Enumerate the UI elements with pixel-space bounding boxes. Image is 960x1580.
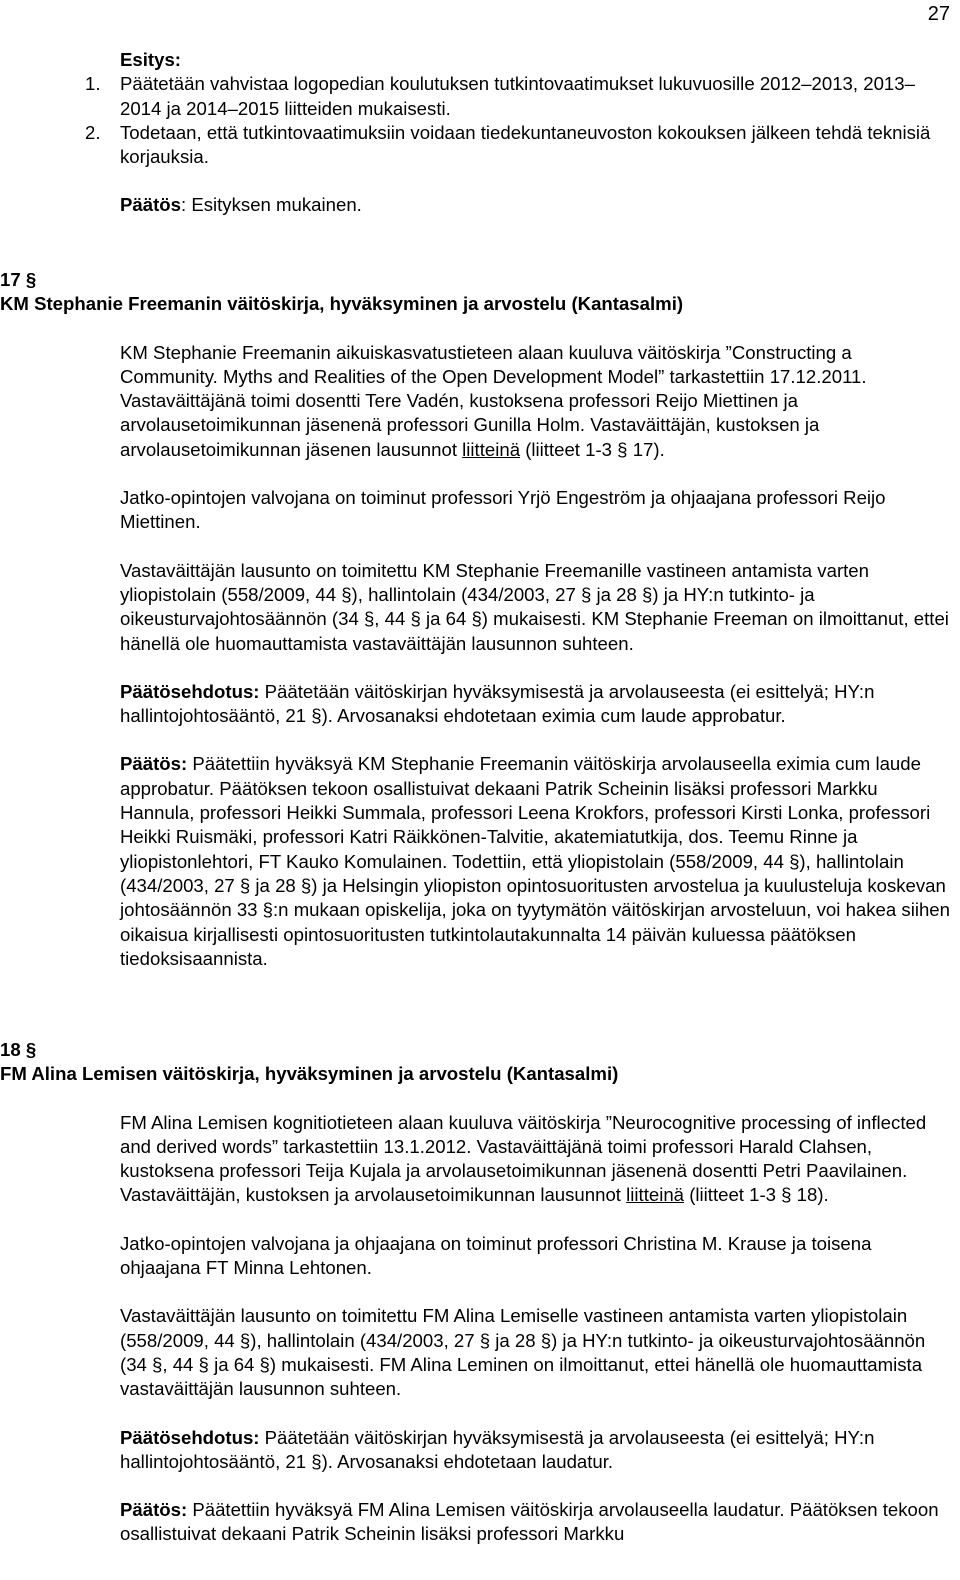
decision-text: Päätettiin hyväksyä FM Alina Lemisen väitöskirja arvolauseella laudatur. Päätöksen tekoon osallistuivat dekaani Patrik Scheinin lisäksi professori Markku — [120, 1499, 939, 1545]
list-item-text: Päätetään vahvistaa logopedian koulutuksen tutkintovaatimukset lukuvuosille 2012–2013, 2013–2014 ja 2014–2015 liitteiden mukaisesti. — [120, 73, 915, 119]
section-number: 18 § — [0, 1039, 37, 1060]
esitys-list — [45, 72, 952, 169]
list-item-number: 1. — [85, 73, 101, 95]
attachment-link[interactable]: liitteinä — [462, 438, 521, 460]
proposal-text: Päätetään väitöskirjan hyväksymisestä ja arvolauseesta (ei esittelyä; HY:n hallintojohtosääntö, 21 §). Arvosanaksi ehdotetaan eximia cum laude approbatur. — [120, 680, 875, 727]
list-item — [45, 121, 952, 170]
list-item — [45, 72, 952, 121]
decision-label: Päätös: — [120, 753, 188, 775]
paragraph: Jatko-opintojen valvojana on toiminut professori Yrjö Engeström ja ohjaajana professori Reijo Miettinen. — [120, 487, 886, 533]
section-body — [120, 1111, 952, 1547]
paragraph-text: (liitteet 1-3 § 17). — [520, 438, 665, 460]
section-title: KM Stephanie Freemanin väitöskirja, hyväksyminen ja arvostelu (Kantasalmi) — [0, 293, 684, 315]
decision-text: Päätettiin hyväksyä KM Stephanie Freemanin väitöskirja arvolauseella eximia cum laude approbatur. Päätöksen tekoon osallistuivat dekaani Patrik Scheinin lisäksi professori Markku Hannula, professori Heikki Summala, professori Leena Krokfors, professori Kirsti Lonka, professori Heikki Ruismäki, professori Katri Räikkönen-Talvitie, akatemiatutkija, dos. Teemu Rinne ja yliopistonlehtori, FT Kauko Komulainen. Todettiin, että yliopistolain (558/2009, 44 §), hallintolain (434/2003, 27 § ja 28 §) ja Helsingin yliopiston opintosuoritusten arvostelua ja kuulusteluja koskevan johtosäännön 33 §:n mukaan opiskelija, joka on tyytymätön väitöskirjan arvosteluun, voi hakea siihen oikaisua kirjallisesti opintosuoritusten tutkintolautakunnalta 14 päivän kuluessa päätöksen tiedoksisaannista. — [120, 753, 950, 969]
proposal-text: Päätetään väitöskirjan hyväksymisestä ja arvolauseesta (ei esittelyä; HY:n hallintojohtosääntö, 21 §). Arvosanaksi ehdotetaan laudatur. — [120, 1426, 875, 1472]
paragraph — [120, 341, 952, 462]
paragraph — [120, 1111, 952, 1208]
esitys-label: Esitys: — [120, 49, 181, 70]
proposal-label: Päätösehdotus: — [120, 680, 260, 702]
proposal-paragraph — [120, 680, 952, 729]
paragraph-text: (liitteet 1-3 § 18). — [684, 1184, 829, 1206]
esitys-block — [85, 48, 952, 218]
paragraph-text: FM Alina Lemisen kognitiotieteen alaan kuuluva väitöskirja ”Neurocognitive processing of inflected and derived words” tarkastettiin 13.1.2012. Vastaväittäjänä toimi professori Harald Clahsen, kustoksena professori Teija Kujala ja arvolausetoimikunnan jäsenenä dosentti Petri Paavilainen. Vastaväittäjän, kustoksen ja arvolausetoimikunnan lausunnot — [120, 1111, 927, 1206]
section-body — [120, 341, 952, 972]
section-17 — [0, 268, 960, 971]
paatos-label: Päätös — [120, 194, 181, 216]
section-18 — [0, 1038, 960, 1547]
decision-paragraph — [120, 752, 952, 971]
proposal-paragraph — [120, 1426, 952, 1475]
paatos-line — [120, 193, 952, 217]
paragraph: Vastaväittäjän lausunto on toimitettu KM Stephanie Freemanille vastineen antamista varten yliopistolain (558/2009, 44 §), hallintolain (434/2003, 27 § ja 28 §) ja HY:n tutkinto- ja oikeusturvajohtosäännön (34 §, 44 § ja 64 §) mukaisesti. KM Stephanie Freeman on ilmoittanut, ettei hänellä ole huomauttamista vastaväittäjän lausunnon suhteen. — [120, 559, 949, 654]
page-number: 27 — [927, 3, 950, 25]
paragraph: Vastaväittäjän lausunto on toimitettu FM Alina Lemiselle vastineen antamista varten yliopistolain (558/2009, 44 §), hallintolain (434/2003, 27 § ja 28 §) ja HY:n tutkinto- ja oikeusturvajohtosäännön (34 §, 44 § ja 64 §) mukaisesti. FM Alina Leminen on ilmoittanut, ettei hänellä ole huomauttamista vastaväittäjän lausunnon suhteen. — [120, 1305, 926, 1400]
paragraph: Jatko-opintojen valvojana ja ohjaajana on toiminut professori Christina M. Krause ja toisena ohjaajana FT Minna Lehtonen. — [120, 1232, 872, 1279]
proposal-label: Päätösehdotus: — [120, 1426, 260, 1448]
paragraph-text: KM Stephanie Freemanin aikuiskasvatustieteen alaan kuuluva väitöskirja ”Constructing a Community. Myths and Realities of the Open Development Model” tarkastettiin 17.12.2011. Vastaväittäjänä toimi dosentti Tere Vadén, kustoksena professori Reijo Miettinen ja arvolausetoimikunnan jäsenenä professori Gunilla Holm. Vastaväittäjän, kustoksen ja arvolausetoimikunnan jäsenen lausunnot — [120, 341, 867, 460]
paatos-text: : Esityksen mukainen. — [180, 194, 362, 216]
decision-paragraph — [120, 1498, 952, 1547]
list-item-text: Todetaan, että tutkintovaatimuksiin voidaan tiedekuntaneuvoston kokouksen jälkeen tehdä teknisiä korjauksia. — [120, 121, 931, 168]
decision-label: Päätös: — [120, 1499, 188, 1521]
list-item-number: 2. — [85, 121, 101, 143]
section-title: FM Alina Lemisen väitöskirja, hyväksyminen ja arvostelu (Kantasalmi) — [0, 1063, 619, 1085]
section-number: 17 § — [0, 269, 37, 290]
attachment-link[interactable]: liitteinä — [626, 1184, 685, 1206]
